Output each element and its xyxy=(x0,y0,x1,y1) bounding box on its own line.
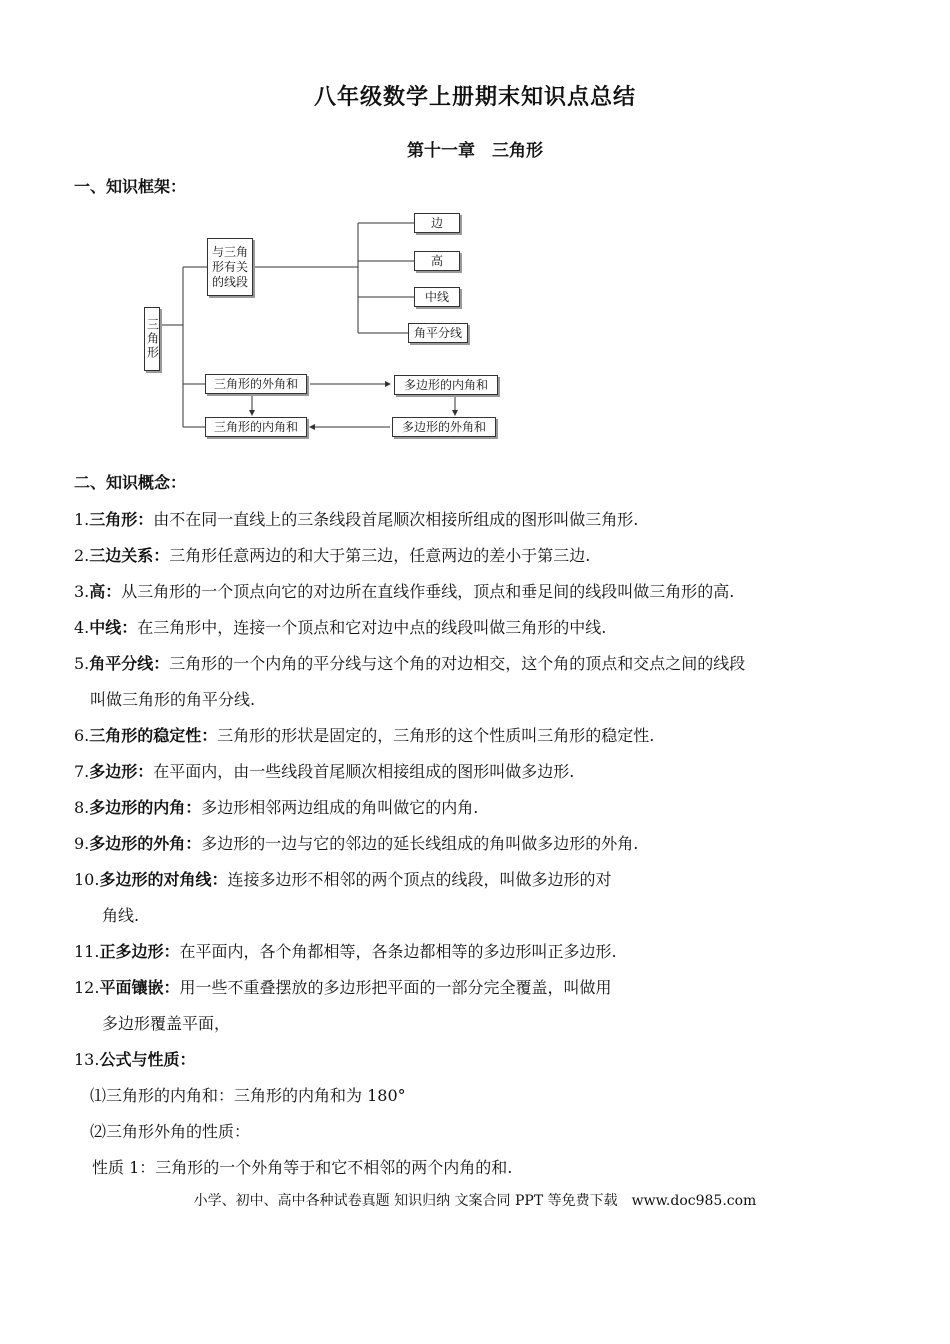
concept-item xyxy=(74,574,884,610)
concept-item xyxy=(74,538,884,574)
formula-interior-sum: ⑴三角形的内角和：三角形的内角和为 180° xyxy=(90,1086,406,1105)
item-term: 高： xyxy=(89,582,122,601)
item-continuation: 叫做三角形的角平分线. xyxy=(90,690,256,709)
concept-item xyxy=(74,1042,884,1078)
section-heading-framework: 一、知识框架： xyxy=(74,177,187,196)
diagram-polygon-exterior-sum: 多边形的外角和 xyxy=(392,417,496,437)
concept-item xyxy=(74,646,884,718)
item-number: 1. xyxy=(74,510,90,529)
diagram-triangle-exterior-sum: 三角形的外角和 xyxy=(205,374,307,394)
item-term: 多边形的内角： xyxy=(89,798,202,817)
segments-group-line-3: 的线段 xyxy=(211,274,248,289)
item-text: 在三角形中，连接一个顶点和它对边中点的线段叫做三角形的中线. xyxy=(137,618,607,637)
section-heading-concepts: 二、知识概念： xyxy=(74,473,187,492)
document-title: 八年级数学上册期末知识点总结 xyxy=(313,85,636,110)
item-term: 三角形的稳定性： xyxy=(89,726,218,745)
formula-exterior-property: ⑵三角形外角的性质： xyxy=(90,1122,251,1141)
item-term: 三边关系： xyxy=(89,546,170,565)
concept-item xyxy=(74,610,884,646)
item-term: 多边形的对角线： xyxy=(99,870,228,889)
knowledge-framework-diagram xyxy=(140,205,510,445)
item-text: 在平面内，各个角都相等，各条边都相等的多边形叫正多边形. xyxy=(179,942,617,961)
diagram-leaf-angle-bisector: 角平分线 xyxy=(408,323,468,343)
item-text: 从三角形的一个顶点向它的对边所在直线作垂线，顶点和垂足间的线段叫做三角形的高. xyxy=(121,582,735,601)
item-term: 三角形： xyxy=(89,510,154,529)
chapter-title: 第十一章 三角形 xyxy=(407,141,543,161)
diagram-polygon-interior-sum: 多边形的内角和 xyxy=(394,375,498,395)
concept-item xyxy=(74,934,884,970)
concept-item xyxy=(74,754,884,790)
item-text: 三角形的形状是固定的，三角形的这个性质叫三角形的稳定性. xyxy=(217,726,655,745)
item-text: 三角形的一个内角的平分线与这个角的对边相交，这个角的顶点和交点之间的线段 xyxy=(169,654,746,673)
item-text: 多边形的一边与它的邻边的延长线组成的角叫做多边形的外角. xyxy=(201,834,639,853)
diagram-leaf-side: 边 xyxy=(414,213,460,233)
item-term: 角平分线： xyxy=(89,654,170,673)
property-1: 性质 1：三角形的一个外角等于和它不相邻的两个内角的和. xyxy=(92,1158,513,1177)
item-number: 9. xyxy=(74,834,90,853)
diagram-leaf-altitude: 高 xyxy=(414,251,460,271)
item-term: 中线： xyxy=(89,618,138,637)
item-number: 5. xyxy=(74,654,90,673)
concept-list xyxy=(74,502,884,1186)
concept-item xyxy=(74,862,884,934)
item-number: 8. xyxy=(74,798,90,817)
diagram-root-triangle: 三角形 xyxy=(144,307,160,371)
diagram-triangle-interior-sum: 三角形的内角和 xyxy=(205,417,307,437)
item-number: 11. xyxy=(74,942,100,961)
item-text: 多边形相邻两边组成的角叫做它的内角. xyxy=(201,798,479,817)
item-number: 3. xyxy=(74,582,90,601)
item-number: 7. xyxy=(74,762,90,781)
footer-note: 小学、初中、高中各种试卷真题 知识归纳 文案合同 PPT 等免费下载 www.doc985.com xyxy=(193,1193,757,1209)
segments-group-line-1: 与三角 xyxy=(211,244,248,259)
item-number: 10. xyxy=(74,870,100,889)
concept-item xyxy=(74,826,884,862)
diagram-segments-group xyxy=(207,238,253,296)
item-number: 4. xyxy=(74,618,90,637)
concept-item xyxy=(74,970,884,1042)
item-continuation: 角线. xyxy=(102,906,140,925)
diagram-leaf-median: 中线 xyxy=(414,287,460,307)
item-term: 公式与性质： xyxy=(99,1050,196,1069)
item-number: 6. xyxy=(74,726,90,745)
item-number: 12. xyxy=(74,978,100,997)
concept-item xyxy=(74,502,884,538)
item-text: 由不在同一直线上的三条线段首尾顺次相接所组成的图形叫做三角形. xyxy=(153,510,639,529)
item-continuation: 多边形覆盖平面， xyxy=(102,1014,231,1033)
item-term: 正多边形： xyxy=(99,942,180,961)
concept-item xyxy=(74,790,884,826)
item-text: 用一些不重叠摆放的多边形把平面的一部分完全覆盖，叫做用 xyxy=(179,978,612,997)
item-text: 连接多边形不相邻的两个顶点的线段，叫做多边形的对 xyxy=(227,870,612,889)
segments-group-line-2: 形有关 xyxy=(211,259,248,274)
item-term: 多边形的外角： xyxy=(89,834,202,853)
item-term: 多边形： xyxy=(89,762,154,781)
item-number: 2. xyxy=(74,546,90,565)
item-number: 13. xyxy=(74,1050,100,1069)
concept-item xyxy=(74,718,884,754)
item-text: 三角形任意两边的和大于第三边，任意两边的差小于第三边. xyxy=(169,546,591,565)
item-text: 在平面内，由一些线段首尾顺次相接组成的图形叫做多边形. xyxy=(153,762,575,781)
item-term: 平面镶嵌： xyxy=(99,978,180,997)
